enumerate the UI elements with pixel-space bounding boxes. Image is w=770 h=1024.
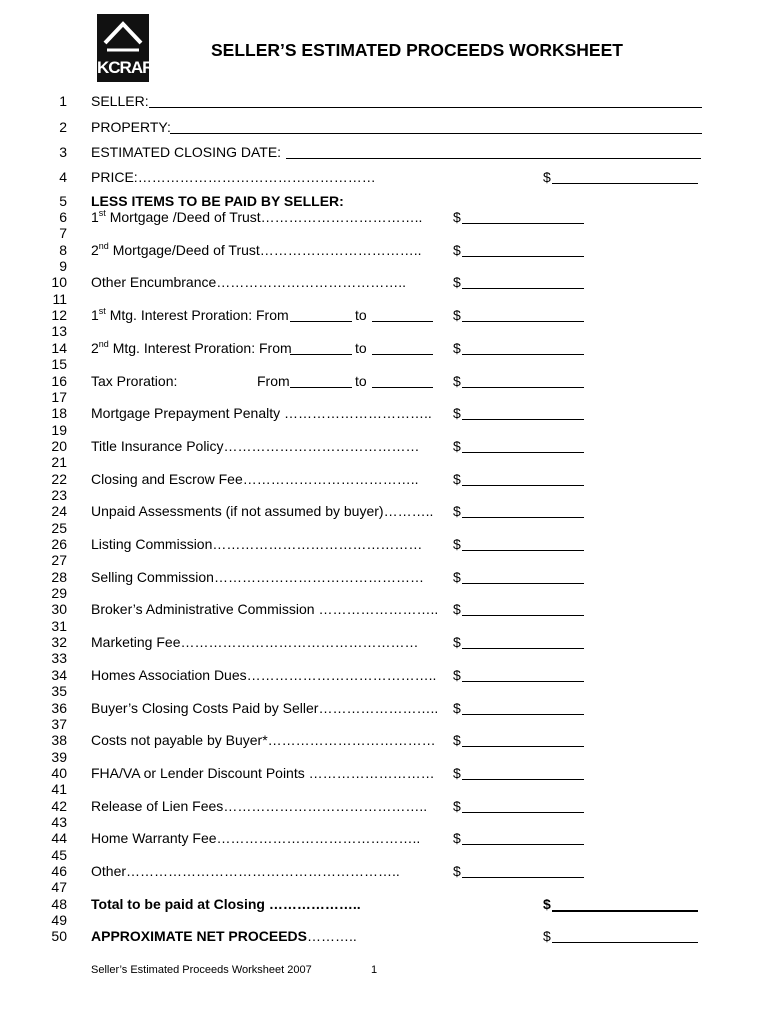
item-label: Total to be paid at Closing ………………..: [91, 895, 361, 912]
amount-field[interactable]: [462, 404, 584, 420]
item-label: Homes Association Dues…………………………………..: [91, 666, 437, 683]
line-number: 48: [51, 895, 67, 912]
line-33: [0, 649, 770, 667]
date-to-field[interactable]: [372, 372, 433, 388]
date-from-field[interactable]: [290, 339, 352, 355]
line-number: 32: [51, 634, 67, 651]
line-50: [0, 927, 770, 945]
seller-field[interactable]: [149, 92, 702, 108]
line-15: [0, 355, 770, 373]
dollar-sign: $: [453, 699, 461, 716]
line-43: [0, 813, 770, 831]
amount-field[interactable]: [462, 568, 584, 584]
line-number: 37: [51, 715, 67, 732]
amount-field[interactable]: [462, 470, 584, 486]
amount-field[interactable]: [462, 600, 584, 616]
line-number: 5: [59, 193, 67, 209]
house-roof-icon: [97, 17, 149, 57]
line-13: [0, 322, 770, 340]
line-number: 13: [51, 323, 67, 340]
item-label: Release of Lien Fees……………………………………..: [91, 797, 428, 814]
item-label: Selling Commission………………………………………: [91, 568, 424, 585]
line-1: [0, 92, 770, 110]
line-number: 15: [51, 356, 67, 373]
line-number: 45: [51, 846, 67, 863]
item-label: Unpaid Assessments (if not assumed by buyer)………..: [91, 503, 434, 520]
dollar-sign: $: [453, 274, 461, 291]
line-number: 4: [59, 169, 67, 185]
line-14: [0, 339, 770, 357]
line-45: [0, 846, 770, 864]
kcrar-logo: [97, 14, 154, 82]
item-label: Buyer’s Closing Costs Paid by Seller……………………..: [91, 699, 439, 716]
amount-field[interactable]: [462, 666, 584, 682]
line-9: [0, 257, 770, 275]
line-number: 12: [51, 307, 67, 324]
line-4: [0, 168, 770, 186]
line-number: 42: [51, 797, 67, 814]
line-number: 7: [59, 225, 67, 242]
dollar-sign: $: [453, 830, 461, 847]
line-number: 40: [51, 764, 67, 781]
dollar-sign: $: [453, 732, 461, 749]
dollar-sign: $: [543, 895, 551, 912]
amount-field[interactable]: [462, 339, 584, 355]
dollar-sign: $: [453, 470, 461, 487]
line-6: [0, 208, 770, 226]
from-label: From: [257, 372, 290, 389]
dollar-sign: $: [453, 863, 461, 879]
dollar-sign: $: [543, 169, 551, 185]
page-title: SELLER’S ESTIMATED PROCEEDS WORKSHEET: [211, 40, 623, 60]
logo-text: KCRAR: [97, 58, 154, 77]
dollar-sign: $: [453, 307, 461, 324]
line-40: [0, 764, 770, 782]
line-number: 26: [51, 536, 67, 552]
item-label: Other Encumbrance…………………………………..: [91, 274, 407, 291]
line-8: [0, 241, 770, 259]
line-27: [0, 551, 770, 569]
line-number: 14: [51, 339, 67, 356]
item-label: Title Insurance Policy……………………………………: [91, 437, 420, 454]
dollar-sign: $: [453, 503, 461, 520]
line-49: [0, 911, 770, 929]
amount-field[interactable]: [462, 502, 584, 518]
line-19: [0, 421, 770, 439]
line-number: 29: [51, 585, 67, 602]
price-label: PRICE:……………………………………………: [91, 169, 376, 185]
line-number: 24: [51, 503, 67, 520]
line-36: [0, 699, 770, 717]
amount-field[interactable]: [462, 862, 584, 878]
property-label: PROPERTY:: [91, 119, 171, 135]
dollar-sign: $: [453, 209, 461, 225]
item-label: Costs not payable by Buyer*………………………………: [91, 732, 436, 749]
amount-field[interactable]: [462, 437, 584, 453]
date-to-field[interactable]: [372, 306, 433, 322]
amount-field[interactable]: [552, 927, 698, 943]
dollar-sign: $: [453, 797, 461, 814]
line-number: 18: [51, 405, 67, 422]
to-label: to: [355, 372, 367, 389]
to-label: to: [355, 339, 367, 356]
dollar-sign: $: [543, 928, 551, 945]
line-31: [0, 617, 770, 635]
line-37: [0, 715, 770, 733]
line-23: [0, 486, 770, 504]
line-number: 19: [51, 421, 67, 438]
page-number: 1: [371, 964, 378, 976]
line-number: 25: [51, 519, 67, 536]
line-number: 20: [51, 437, 67, 454]
line-number: 50: [51, 928, 67, 945]
dollar-sign: $: [453, 666, 461, 683]
line-number: 21: [51, 454, 67, 471]
line-number: 38: [51, 732, 67, 749]
line-number: 33: [51, 650, 67, 667]
dollar-sign: $: [453, 536, 461, 552]
line-39: [0, 748, 770, 766]
line-number: 27: [51, 552, 67, 569]
date-from-field[interactable]: [290, 372, 352, 388]
item-label: 1st Mortgage /Deed of Trust……………………………..: [91, 208, 423, 225]
line-number: 49: [51, 912, 67, 929]
line-number: 22: [51, 470, 67, 487]
line-12: [0, 306, 770, 324]
line-30: [0, 600, 770, 618]
line-number: 31: [51, 617, 67, 634]
dollar-sign: $: [453, 339, 461, 356]
dollar-sign: $: [453, 437, 461, 454]
line-10: [0, 273, 770, 291]
item-label: Broker’s Administrative Commission ……………………..: [91, 601, 439, 618]
line-number: 36: [51, 699, 67, 716]
amount-field[interactable]: [462, 372, 584, 388]
amount-field[interactable]: [462, 829, 584, 845]
dollar-sign: $: [453, 241, 461, 258]
dollar-sign: $: [453, 405, 461, 422]
line-32: [0, 633, 770, 651]
item-label: 1st Mtg. Interest Proration: From: [91, 306, 289, 324]
closing-date-label: ESTIMATED CLOSING DATE:: [91, 144, 282, 160]
date-to-field[interactable]: [372, 339, 433, 355]
item-label: Home Warranty Fee……………………………………..: [91, 830, 421, 847]
line-number: 1: [59, 93, 67, 109]
amount-field[interactable]: [462, 306, 584, 322]
closing-date-field[interactable]: [286, 143, 701, 159]
line-16: [0, 372, 770, 390]
line-number: 41: [51, 781, 67, 798]
line-25: [0, 519, 770, 537]
line-number: 30: [51, 601, 67, 618]
line-number: 6: [59, 209, 67, 225]
section-heading: LESS ITEMS TO BE PAID BY SELLER:: [91, 193, 344, 209]
dollar-sign: $: [453, 601, 461, 618]
price-field[interactable]: [552, 168, 698, 184]
amount-field[interactable]: [462, 273, 584, 289]
line-29: [0, 584, 770, 602]
line-number: 9: [59, 258, 67, 275]
amount-field[interactable]: [462, 241, 584, 257]
item-label: 2nd Mortgage/Deed of Trust……………………………..: [91, 240, 422, 258]
line-3: [0, 143, 770, 161]
property-field[interactable]: [170, 118, 702, 134]
line-17: [0, 388, 770, 406]
line-number: 16: [51, 372, 67, 389]
line-number: 28: [51, 568, 67, 585]
line-number: 34: [51, 666, 67, 683]
date-from-field[interactable]: [290, 306, 352, 322]
line-number: 39: [51, 748, 67, 765]
line-47: [0, 878, 770, 896]
amount-field[interactable]: [462, 797, 584, 813]
seller-label: SELLER:: [91, 93, 149, 109]
line-number: 10: [51, 274, 67, 291]
item-label: Tax Proration:: [91, 372, 178, 389]
line-18: [0, 404, 770, 422]
line-number: 23: [51, 486, 67, 503]
line-11: [0, 290, 770, 308]
line-2: [0, 118, 770, 136]
footer-text: Seller’s Estimated Proceeds Worksheet 2007: [91, 964, 312, 976]
line-35: [0, 682, 770, 700]
item-label: FHA/VA or Lender Discount Points ………………………: [91, 764, 435, 781]
line-20: [0, 437, 770, 455]
to-label: to: [355, 307, 367, 324]
item-label: APPROXIMATE NET PROCEEDS………..: [91, 928, 357, 945]
line-42: [0, 797, 770, 815]
amount-field[interactable]: [462, 535, 584, 551]
item-label: 2nd Mtg. Interest Proration: From: [91, 338, 292, 356]
line-41: [0, 780, 770, 798]
line-number: 8: [59, 241, 67, 258]
line-7: [0, 224, 770, 242]
line-22: [0, 470, 770, 488]
line-number: 17: [51, 388, 67, 405]
dollar-sign: $: [453, 568, 461, 585]
line-44: [0, 829, 770, 847]
line-48: [0, 895, 770, 913]
line-28: [0, 568, 770, 586]
item-label: Other…………………………………………………..: [91, 863, 400, 879]
line-number: 43: [51, 813, 67, 830]
dollar-sign: $: [453, 764, 461, 781]
line-number: 35: [51, 683, 67, 700]
line-number: 2: [59, 119, 67, 135]
item-label: Mortgage Prepayment Penalty …………………………..: [91, 405, 432, 422]
amount-field[interactable]: [462, 764, 584, 780]
dollar-sign: $: [453, 634, 461, 651]
item-label: Closing and Escrow Fee………………………………..: [91, 470, 419, 487]
amount-field[interactable]: [462, 633, 584, 649]
line-21: [0, 453, 770, 471]
line-number: 47: [51, 879, 67, 896]
line-26: [0, 535, 770, 553]
item-label: Listing Commission………………………………………: [91, 536, 423, 552]
line-number: 44: [51, 830, 67, 847]
line-number: 11: [52, 290, 67, 307]
amount-field[interactable]: [552, 895, 698, 912]
amount-field[interactable]: [462, 699, 584, 715]
item-label: Marketing Fee……………………………………………: [91, 634, 419, 651]
line-number: 3: [59, 144, 67, 160]
line-38: [0, 731, 770, 749]
line-46: [0, 862, 770, 880]
line-34: [0, 666, 770, 684]
line-24: [0, 502, 770, 520]
amount-field[interactable]: [462, 208, 584, 224]
amount-field[interactable]: [462, 731, 584, 747]
dollar-sign: $: [453, 372, 461, 389]
line-number: 46: [51, 863, 67, 879]
